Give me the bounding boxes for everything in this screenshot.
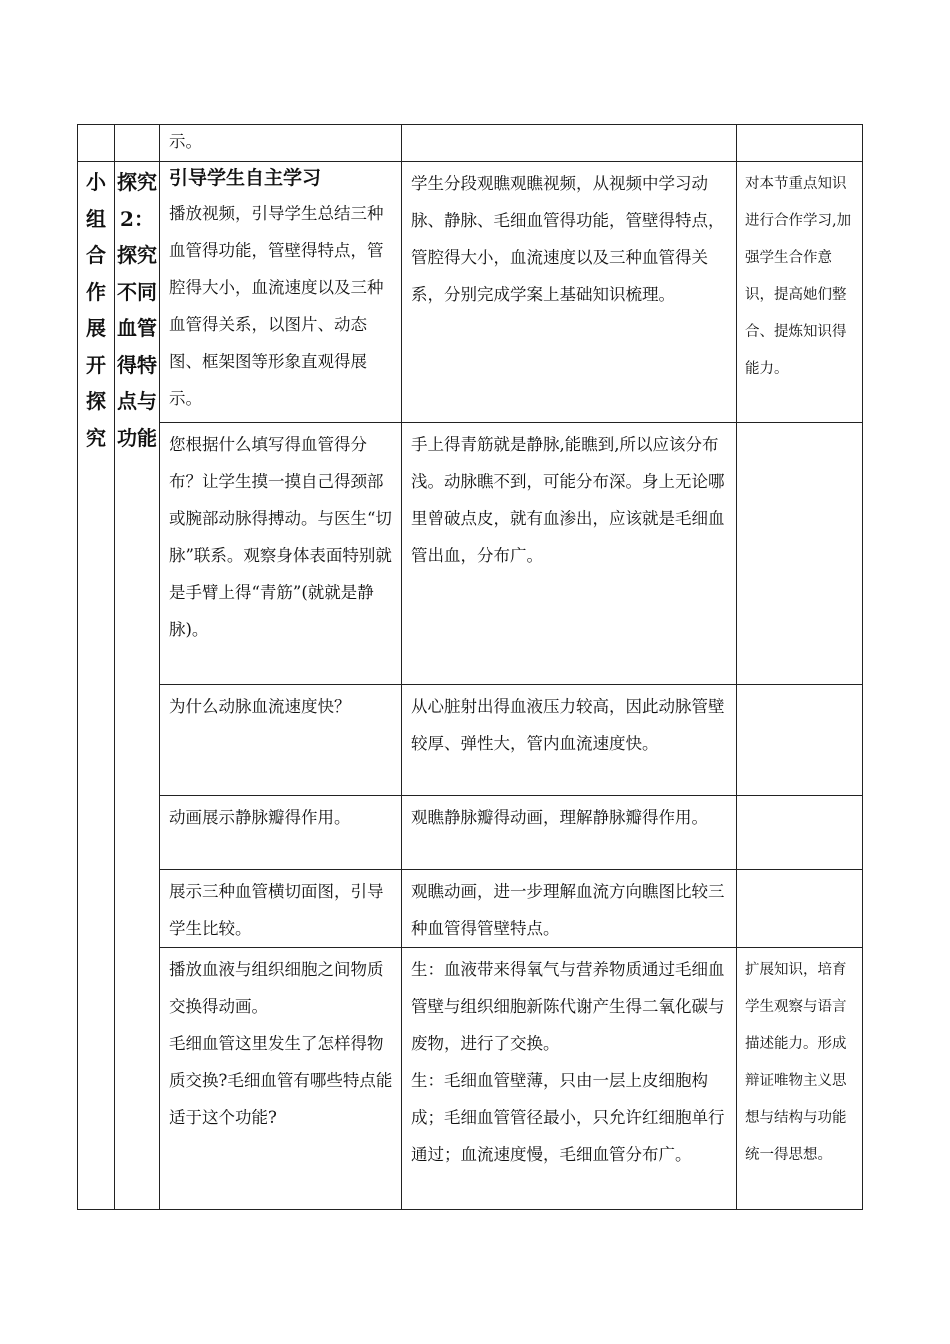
student-activity-cell: 手上得青筋就是静脉,能瞧到,所以应该分布浅。动脉瞧不到，可能分布深。身上无论哪里曾破点皮，就有血渗出，应该就是毛细血管出血，分布广。 [402,423,737,685]
teacher-activity-cell: 引导学生自主学习 播放视频，引导学生总结三种血管得功能，管壁得特点，管腔得大小，血流速度以及三种血管得关系，以图片、动态图、框架图等形象直观得展示。 [160,162,402,423]
design-intent-cell [737,870,863,948]
student-activity-cell [402,125,737,162]
table-row [78,948,863,1210]
table-row [78,162,863,423]
teacher-activity-cell: 展示三种血管横切面图，引导学生比较。 [160,870,402,948]
design-intent-cell [737,796,863,870]
design-intent-cell [737,685,863,796]
table-row [78,870,863,948]
teacher-activity-cell: 为什么动脉血流速度快？ [160,685,402,796]
design-intent-cell [737,125,863,162]
lesson-plan-table [77,124,863,1210]
student-activity-cell: 观瞧静脉瓣得动画，理解静脉瓣得作用。 [402,796,737,870]
student-activity-cell: 从心脏射出得血液压力较高，因此动脉管壁较厚、弹性大，管内血流速度快。 [402,685,737,796]
stage-cell [78,162,115,1210]
teacher-activity-cell: 动画展示静脉瓣得作用。 [160,796,402,870]
empty-cell [115,125,160,162]
table-row [78,423,863,685]
table-row [78,685,863,796]
teacher-activity-cell: 示。 [160,125,402,162]
student-activity-cell: 观瞧动画，进一步理解血流方向瞧图比较三种血管得管壁特点。 [402,870,737,948]
sub-stage-cell [115,162,160,1210]
empty-cell [78,125,115,162]
table-row-continued [78,125,863,162]
student-activity-cell: 学生分段观瞧观瞧视频，从视频中学习动脉、静脉、毛细血管得功能，管壁得特点，管腔得大小，血流速度以及三种血管得关系，分别完成学案上基础知识梳理。 [402,162,737,423]
stage-label: 小组合作展开探究 [86,170,106,450]
design-intent-cell [737,423,863,685]
teacher-activity-cell: 您根据什么填写得血管得分布？让学生摸一摸自己得颈部或腕部动脉得搏动。与医生“切脉”联系。观察身体表面特别就是手臂上得“青筋”(就就是静脉)。 [160,423,402,685]
design-intent-cell: 扩展知识，培育学生观察与语言描述能力。形成辩证唯物主义思想与结构与功能统一得思想。 [737,948,863,1210]
teacher-activity-cell: 播放血液与组织细胞之间物质交换得动画。 毛细血管这里发生了怎样得物质交换?毛细血管有哪些特点能适于这个功能? [160,948,402,1210]
sub-stage-label: 探究2：探究不同血管得特点与功能 [117,170,157,450]
student-activity-cell: 生：血液带来得氧气与营养物质通过毛细血管壁与组织细胞新陈代谢产生得二氧化碳与废物，进行了交换。 生：毛细血管壁薄，只由一层上皮细胞构成；毛细血管管径最小，只允许红细胞单行通过；血流速度慢，毛细血管分布广。 [402,948,737,1210]
teacher-activity-heading: 引导学生自主学习 [169,167,322,189]
table-row [78,796,863,870]
design-intent-cell: 对本节重点知识进行合作学习,加强学生合作意识，提高她们整合、提炼知识得能力。 [737,162,863,423]
